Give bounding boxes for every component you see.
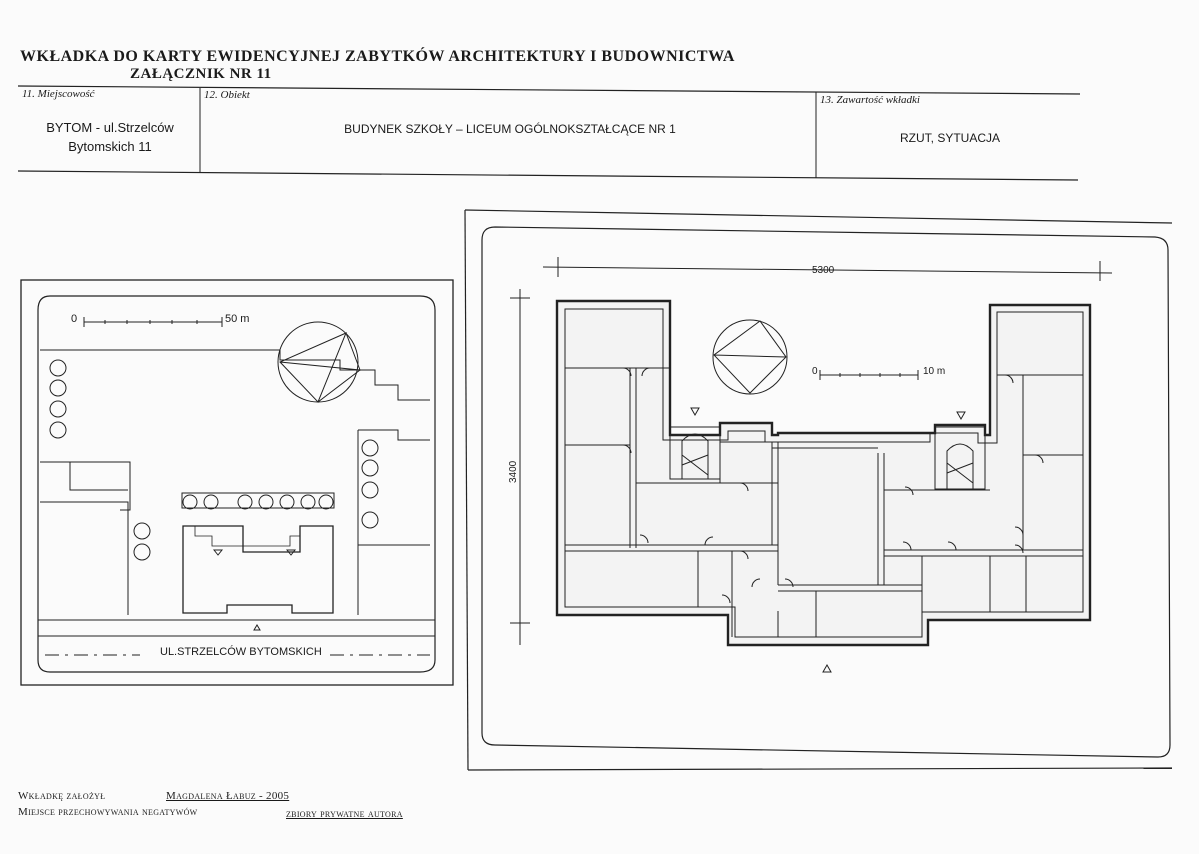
footer-created-value: Magdalena Łabuz - 2005 <box>166 790 290 802</box>
document-title: WKŁADKA DO KARTY EWIDENCYJNEJ ZABYTKÓW ARCHITEKTURY I BUDOWNICTWA <box>20 48 735 65</box>
field-value-miejscowosc-line2: Bytomskich 11 <box>68 139 152 154</box>
field-value-miejscowosc-line1: BYTOM - ul.Strzelców <box>46 120 174 135</box>
school-footprint <box>183 526 333 613</box>
site-plan-outer-frame <box>21 280 453 685</box>
footer-storage-label: Miejsce przechowywania negatywów <box>18 806 198 818</box>
trees <box>50 360 378 560</box>
floor-dimension-height: 3400 <box>508 460 519 483</box>
site-scale-end: 50 m <box>225 313 250 325</box>
footer-created-label: Wkładkę założył <box>18 790 106 802</box>
field-value-zawartosc: RZUT, SYTUACJA <box>899 131 1000 145</box>
site-scale-start: 0 <box>71 313 78 325</box>
document-subtitle: ZAŁĄCZNIK NR 11 <box>130 66 272 82</box>
site-plan <box>0 270 460 690</box>
field-label-obiekt: 12. Obiekt <box>204 89 250 101</box>
field-label-zawartosc: 13. Zawartość wkładki <box>820 94 920 106</box>
floor-plan-walls <box>557 301 1090 672</box>
footer-storage-value: zbiory prywatne autora <box>286 808 403 820</box>
header-form-lines <box>0 0 1199 200</box>
field-value-obiekt: BUDYNEK SZKOŁY – LICEUM OGÓLNOKSZTAŁCĄCE NR 1 <box>344 122 676 136</box>
floor-plan <box>460 205 1190 775</box>
field-label-miejscowosc: 11. Miejscowość <box>22 88 95 100</box>
floor-dimension-width: 5300 <box>812 265 835 276</box>
floor-scale-end: 10 m <box>923 366 946 377</box>
floor-scale-start: 0 <box>812 366 818 377</box>
street-name-label: UL.STRZELCÓW BYTOMSKICH <box>160 646 322 658</box>
